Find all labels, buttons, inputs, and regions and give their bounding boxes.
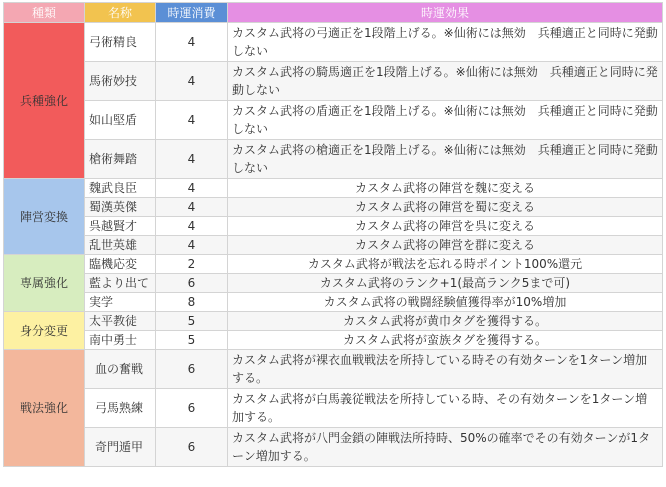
cost-cell: 4	[156, 23, 228, 62]
cost-cell: 4	[156, 179, 228, 198]
name-cell: 乱世英雄	[85, 236, 156, 255]
category-cell-senpou: 戦法強化	[4, 350, 85, 467]
cost-cell: 4	[156, 140, 228, 179]
cost-cell: 5	[156, 312, 228, 331]
table-row	[4, 198, 663, 217]
table-row	[4, 140, 663, 179]
effect-cell: カスタム武将が白馬義従戦法を所持している時、その有効ターンを1ターン増加する。	[228, 389, 663, 428]
effect-cell: カスタム武将が戦法を忘れる時ポイント100%還元	[228, 255, 663, 274]
name-cell: 奇門遁甲	[85, 428, 156, 467]
table-row	[4, 312, 663, 331]
effect-cell: カスタム武将のランク+1(最高ランク5まで可)	[228, 274, 663, 293]
cost-cell: 6	[156, 350, 228, 389]
effect-cell: カスタム武将が蛮族タグを獲得する。	[228, 331, 663, 350]
effect-cell: カスタム武将の陣営を群に変える	[228, 236, 663, 255]
table-row	[4, 101, 663, 140]
effect-cell: カスタム武将が八門金鎖の陣戦法所持時、50%の確率でその有効ターンが1ターン増加する。	[228, 428, 663, 467]
name-cell: 弓術精良	[85, 23, 156, 62]
table-row	[4, 236, 663, 255]
effect-cell: カスタム武将の陣営を呉に変える	[228, 217, 663, 236]
cost-cell: 4	[156, 101, 228, 140]
table-row	[4, 255, 663, 274]
name-cell: 槍術舞踏	[85, 140, 156, 179]
table-row	[4, 23, 663, 62]
cost-cell: 2	[156, 255, 228, 274]
table-row	[4, 217, 663, 236]
table-row	[4, 274, 663, 293]
effect-cell: カスタム武将の陣営を魏に変える	[228, 179, 663, 198]
name-cell: 如山堅盾	[85, 101, 156, 140]
cost-cell: 4	[156, 198, 228, 217]
name-cell: 南中勇士	[85, 331, 156, 350]
header-name: 名称	[85, 3, 156, 23]
cost-cell: 4	[156, 236, 228, 255]
category-cell-hei: 兵種強化	[4, 23, 85, 179]
table-row	[4, 293, 663, 312]
header-effect: 時運効果	[228, 3, 663, 23]
cost-cell: 4	[156, 217, 228, 236]
name-cell: 魏武良臣	[85, 179, 156, 198]
effect-cell: カスタム武将の陣営を蜀に変える	[228, 198, 663, 217]
effect-cell: カスタム武将の戦闘経験値獲得率が10%増加	[228, 293, 663, 312]
table-row	[4, 350, 663, 389]
table-row	[4, 62, 663, 101]
name-cell: 藍より出て	[85, 274, 156, 293]
name-cell: 呉越賢才	[85, 217, 156, 236]
table-row	[4, 179, 663, 198]
effect-cell: カスタム武将の弓適正を1段階上げる。※仙術には無効 兵種適正と同時に発動しない	[228, 23, 663, 62]
effect-cell: カスタム武将が黄巾タグを獲得する。	[228, 312, 663, 331]
header-row	[4, 3, 663, 23]
cost-cell: 8	[156, 293, 228, 312]
category-cell-senzoku: 専属強化	[4, 255, 85, 312]
cost-cell: 6	[156, 428, 228, 467]
cost-cell: 6	[156, 274, 228, 293]
effect-cell: カスタム武将の騎馬適正を1段階上げる。※仙術には無効 兵種適正と同時に発動しない	[228, 62, 663, 101]
effect-cell: カスタム武将の盾適正を1段階上げる。※仙術には無効 兵種適正と同時に発動しない	[228, 101, 663, 140]
name-cell: 太平教徒	[85, 312, 156, 331]
name-cell: 弓馬熟練	[85, 389, 156, 428]
name-cell: 実学	[85, 293, 156, 312]
effect-cell: カスタム武将の槍適正を1段階上げる。※仙術には無効 兵種適正と同時に発動しない	[228, 140, 663, 179]
header-category: 種類	[4, 3, 85, 23]
category-cell-jinei: 陣営変換	[4, 179, 85, 255]
cost-cell: 5	[156, 331, 228, 350]
table-row	[4, 428, 663, 467]
name-cell: 臨機応変	[85, 255, 156, 274]
effect-cell: カスタム武将が裸衣血戦戦法を所持している時その有効ターンを1ターン増加する。	[228, 350, 663, 389]
name-cell: 馬術妙技	[85, 62, 156, 101]
cost-cell: 4	[156, 62, 228, 101]
name-cell: 血の奮戦	[85, 350, 156, 389]
cost-cell: 6	[156, 389, 228, 428]
table-row	[4, 331, 663, 350]
header-cost: 時運消費	[156, 3, 228, 23]
table-row	[4, 389, 663, 428]
fortune-effects-table	[3, 2, 663, 467]
name-cell: 蜀漢英傑	[85, 198, 156, 217]
category-cell-mibun: 身分変更	[4, 312, 85, 350]
